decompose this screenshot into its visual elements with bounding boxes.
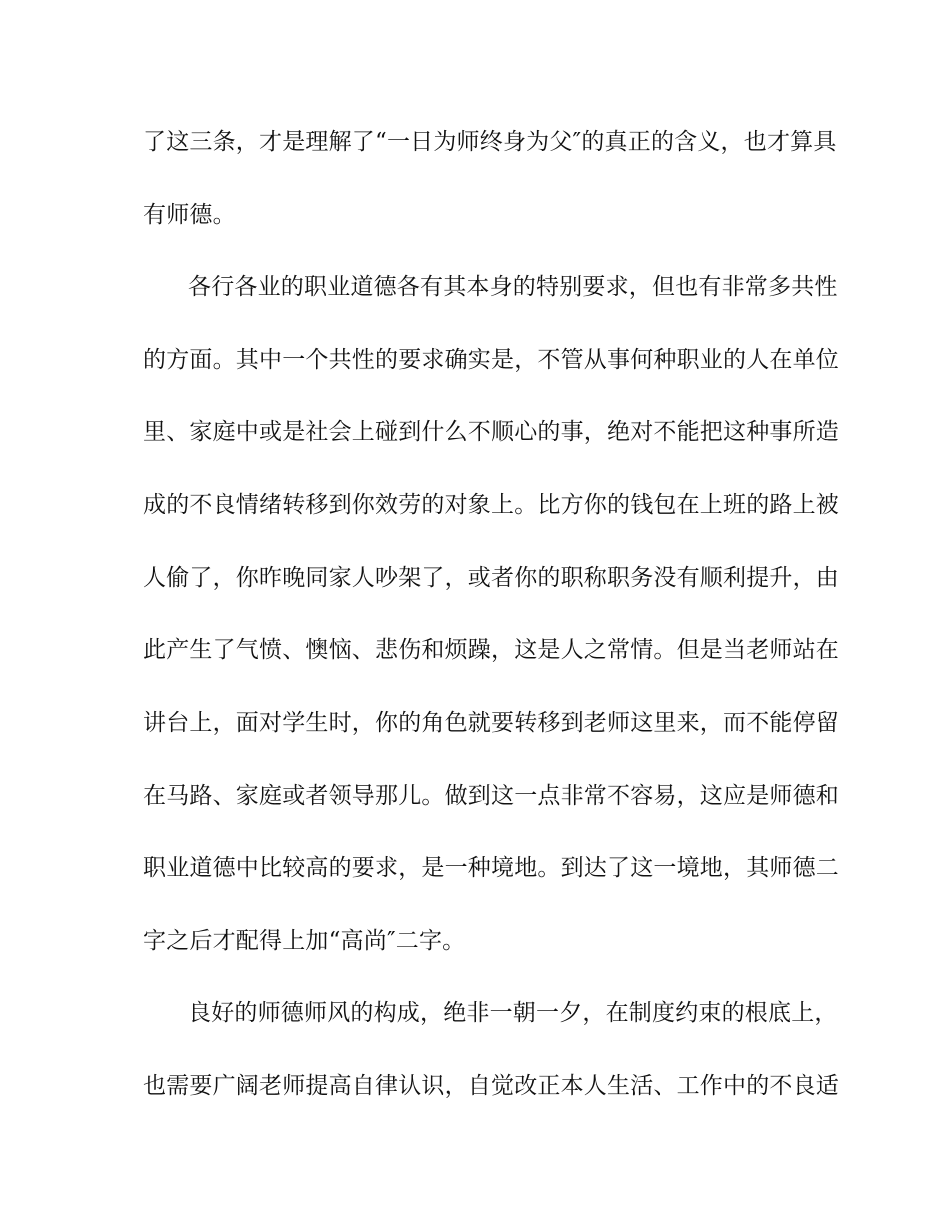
text-line: 有师德。 — [143, 202, 236, 228]
text-line: 字之后才配得上加“高尚″二字。 — [143, 928, 466, 954]
text-line: 里、家庭中或是社会上碰到什么不顺心的事，绝对不能把这种事所造 — [143, 419, 839, 445]
text-line: 职业道德中比较高的要求，是一种境地。到达了这一境地，其师德二 — [143, 855, 839, 881]
text-line: 此产生了气愤、懊恼、悲伤和烦躁，这是人之常情。但是当老师站在 — [143, 637, 839, 663]
text-line: 也需要广阔老师提高自律认识，自觉改正本人生活、工作中的不良适 — [143, 1073, 839, 1099]
paragraph-start-line: 各行各业的职业道德各有其本身的特别要求，但也有非常多共性 — [188, 274, 838, 300]
text-line: 人偷了，你昨晚同家人吵架了，或者你的职称职务没有顺利提升，由 — [143, 565, 839, 591]
text-line: 的方面。其中一个共性的要求确实是，不管从事何种职业的人在单位 — [143, 347, 839, 373]
text-line: 成的不良情绪转移到你效劳的对象上。比方你的钱包在上班的路上被 — [143, 492, 839, 518]
paragraph-start-line: 良好的师德师风的构成，绝非一朝一夕，在制度约束的根底上， — [188, 1000, 838, 1026]
text-line: 讲台上，面对学生时，你的角色就要转移到老师这里来，而不能停留 — [143, 710, 839, 736]
text-line: 在马路、家庭或者领导那儿。做到这一点非常不容易，这应是师德和 — [143, 783, 839, 809]
text-line: 了这三条，才是理解了“一日为师终身为父″的真正的含义，也才算具 — [143, 129, 837, 155]
